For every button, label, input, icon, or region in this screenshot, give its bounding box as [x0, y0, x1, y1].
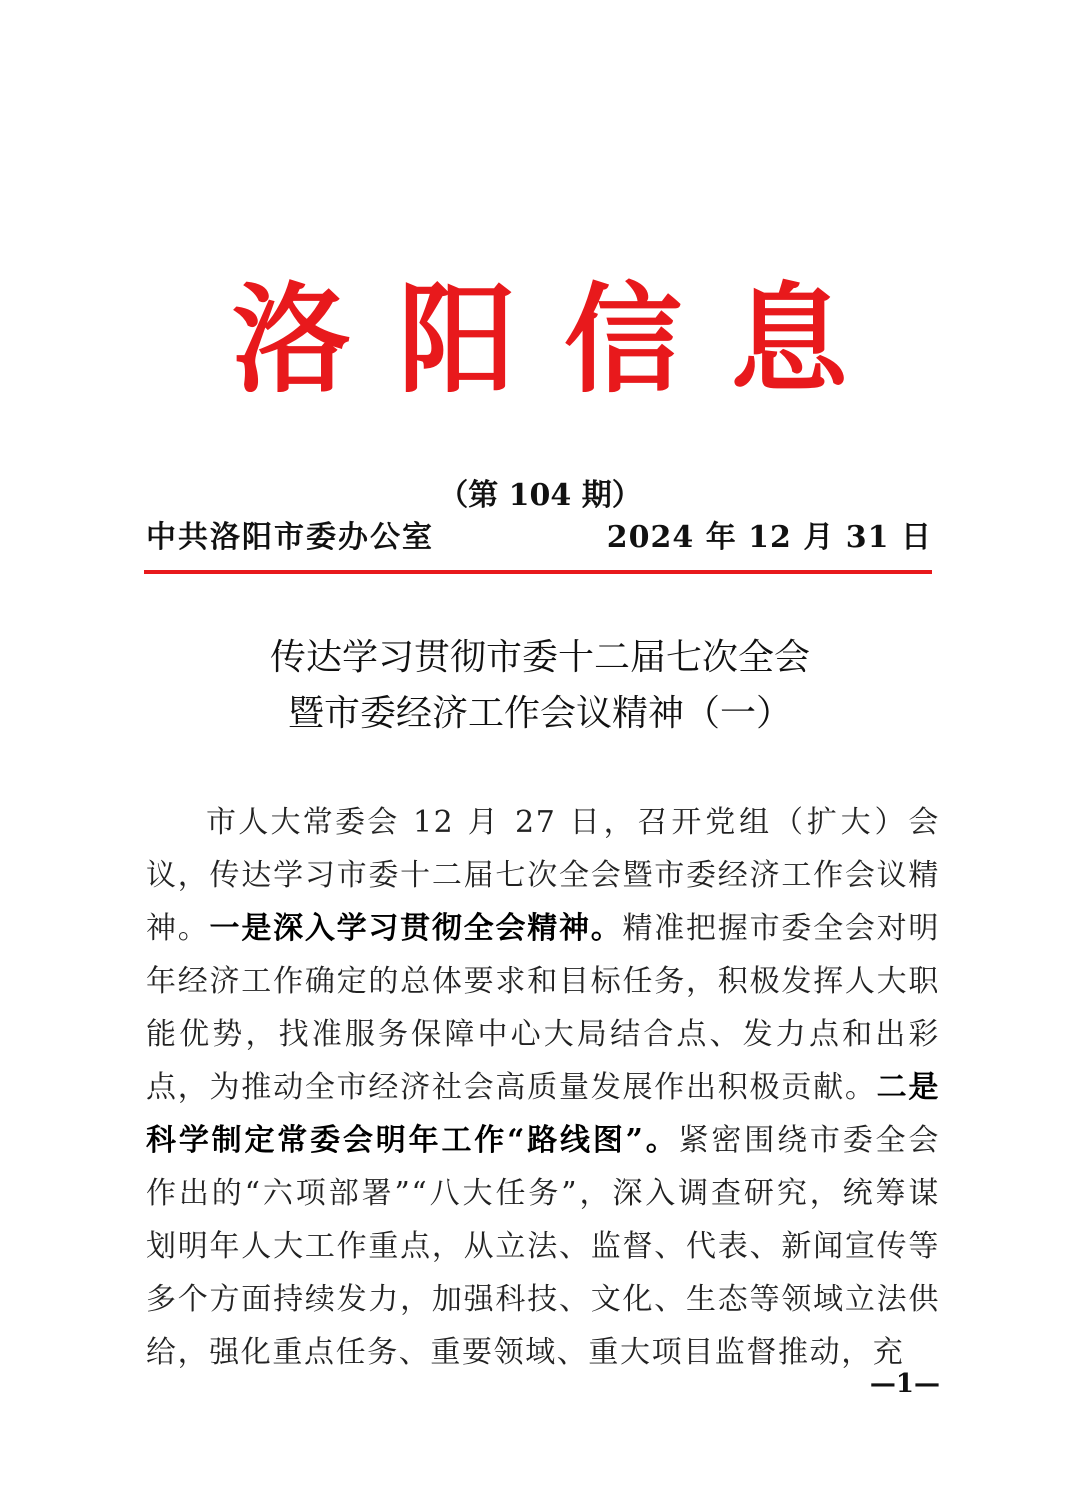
article-title: [0, 630, 1080, 742]
issuer-name: 中共洛阳市委办公室: [146, 520, 434, 555]
paragraph-text-2: 精准把握市委全会对明年经济工作确定的总体要求和目标任务，积极发挥人大职能优势，找准服务保障中心大局结合点、发力点和出彩点，为推动全市经济社会高质量发展作出积极贡献。: [146, 911, 941, 1105]
page-number: —1—: [869, 1369, 940, 1399]
article-title-line-1: 传达学习贯彻市委十二届七次全会: [269, 637, 810, 678]
paragraph-lead: 市人大常委会: [206, 805, 400, 840]
paragraph-bold-point-2: 二是科学制定常委会明年工作“路线图”。: [146, 1070, 940, 1158]
header-divider: [144, 570, 932, 574]
paragraph-text-3: 紧密围绕市委全会作出的“六项部署”“八大任务”，深入调查研究，统筹谋划明年人大工作重点，从立法、监督、代表、新闻宣传等多个方面持续发力，加强科技、文化、生态等领域立法供给，强化重点任务、重要领域、重大项目监督推动，充: [146, 1123, 940, 1370]
issue-date: 2024 年 12 月 31 日: [606, 520, 932, 555]
article-body-paragraph: [146, 796, 940, 1379]
paragraph-bold-point-1: 一是深入学习贯彻全会精神。: [209, 911, 623, 946]
issue-number: （第 104 期）: [438, 478, 642, 513]
paragraph-text-1: 12 月 27 日，召开党组（扩大）会议，传达学习市委十二届七次全会暨市委经济工作会议精神。: [146, 805, 940, 946]
article-title-line-2: 暨市委经济工作会议精神（一）: [287, 693, 792, 734]
masthead-title: 洛阳信息: [231, 270, 896, 409]
